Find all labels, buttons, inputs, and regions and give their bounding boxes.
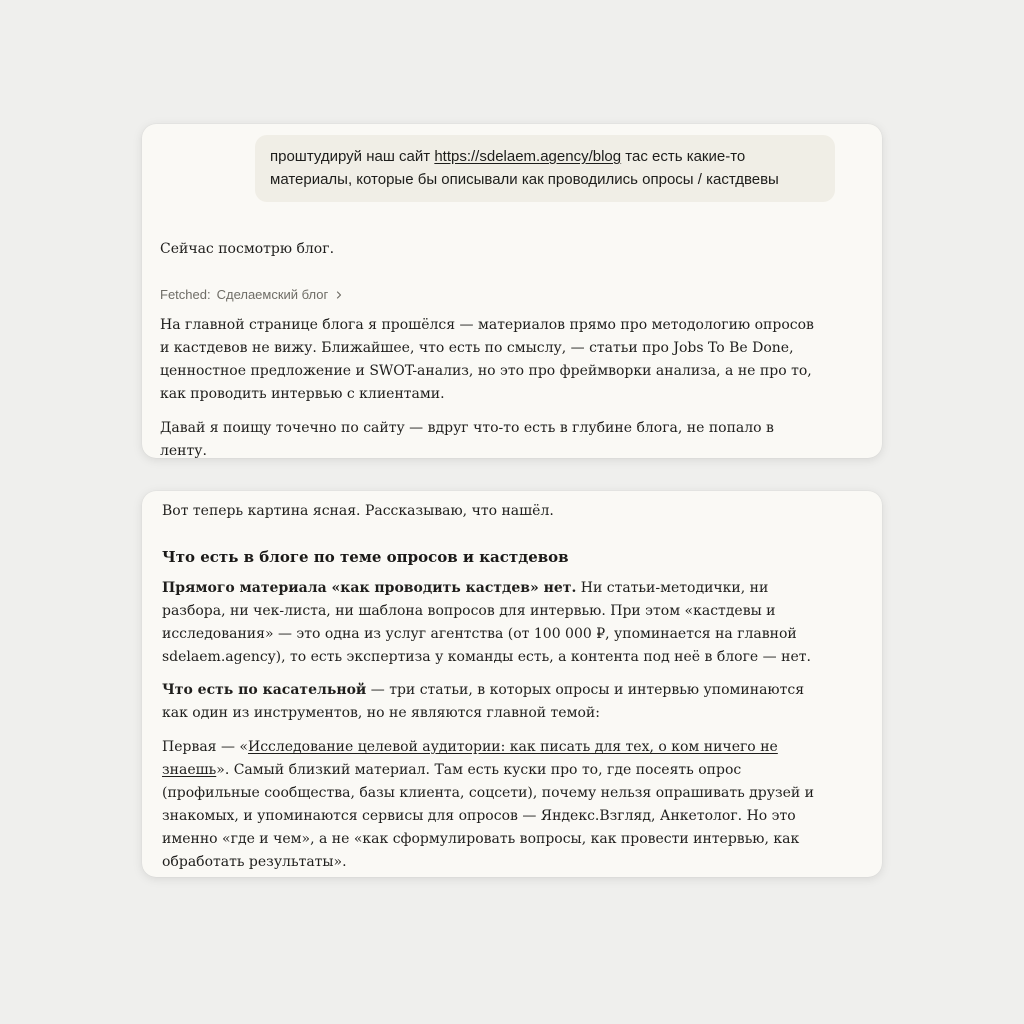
- first-article-link[interactable]: Исследование целевой аудитории: как писать для тех, о ком ничего не знаешь: [162, 739, 778, 778]
- user-message-text-after: тас есть какие-то материалы, которые бы описывали как проводились опросы / кастдвевы: [270, 148, 779, 188]
- section-heading: Что есть в блоге по теме опросов и кастдевов: [162, 548, 569, 566]
- reply-paragraph-2: Давай я поищу точечно по сайту — вдруг что-то есть в глубине блога, не попало в ленту.: [160, 420, 774, 458]
- chevron-right-icon: [334, 290, 344, 300]
- fetched-tool-result[interactable]: [160, 286, 344, 304]
- paragraph-tangential-rest: — три статьи, в которых опросы и интервью упоминаются как один из инструментов, но не являются главной темой:: [162, 682, 805, 721]
- blog-link[interactable]: https://sdelaem.agency/blog: [434, 148, 622, 165]
- paragraph-first-article: [162, 736, 822, 874]
- reply-intro-2: Вот теперь картина ясная. Рассказываю, что нашёл.: [162, 503, 554, 519]
- user-message-text-before: проштудируй наш сайт: [270, 148, 435, 165]
- first-article-after: ». Самый близкий материал. Там есть куски про то, где посеять опрос (профильные сообщества, базы клиента, соцсети), почему нельзя опрашивать друзей и знакомых, и упоминаются сервисы для опросов — Яндекс.Взгляд, Анкетолог. Но это именно «где и чем», а не «как сформулировать вопросы, как провести интервью, как обработать результаты».: [162, 762, 815, 870]
- fetched-title: Сделаемский блог: [216, 287, 329, 302]
- fetched-label: Fetched:: [160, 287, 211, 302]
- user-message-bubble: [255, 135, 835, 202]
- paragraph-no-material-bold: Прямого материала «как проводить кастдев» нет.: [162, 580, 577, 596]
- chat-card-top: [142, 124, 882, 458]
- chat-card-bottom: [142, 491, 882, 877]
- paragraph-no-material: [162, 577, 822, 669]
- paragraph-no-material-rest: Ни статьи-методички, ни разбора, ни чек-листа, ни шаблона вопросов для интервью. При этом «кастдевы и исследования» — это одна из услуг агентства (от 100 000 ₽, упоминается на главной sdelaem.agency), то есть экспертиза у команды есть, а контента под неё в блоге — нет.: [162, 580, 811, 665]
- reply-paragraph-1: На главной странице блога я прошёлся — материалов прямо про методологию опросов и кастдевов не вижу. Ближайшее, что есть по смыслу, — статьи про Jobs To Be Done, ценностное предложение и SWOT-анализ, но это про фреймворки анализа, а не про то, как проводить интервью с клиентами.: [160, 317, 814, 402]
- paragraph-tangential: [162, 679, 822, 725]
- first-article-before: Первая — «: [162, 739, 248, 755]
- reply-intro: Сейчас посмотрю блог.: [160, 241, 335, 257]
- paragraph-tangential-bold: Что есть по касательной: [162, 682, 367, 698]
